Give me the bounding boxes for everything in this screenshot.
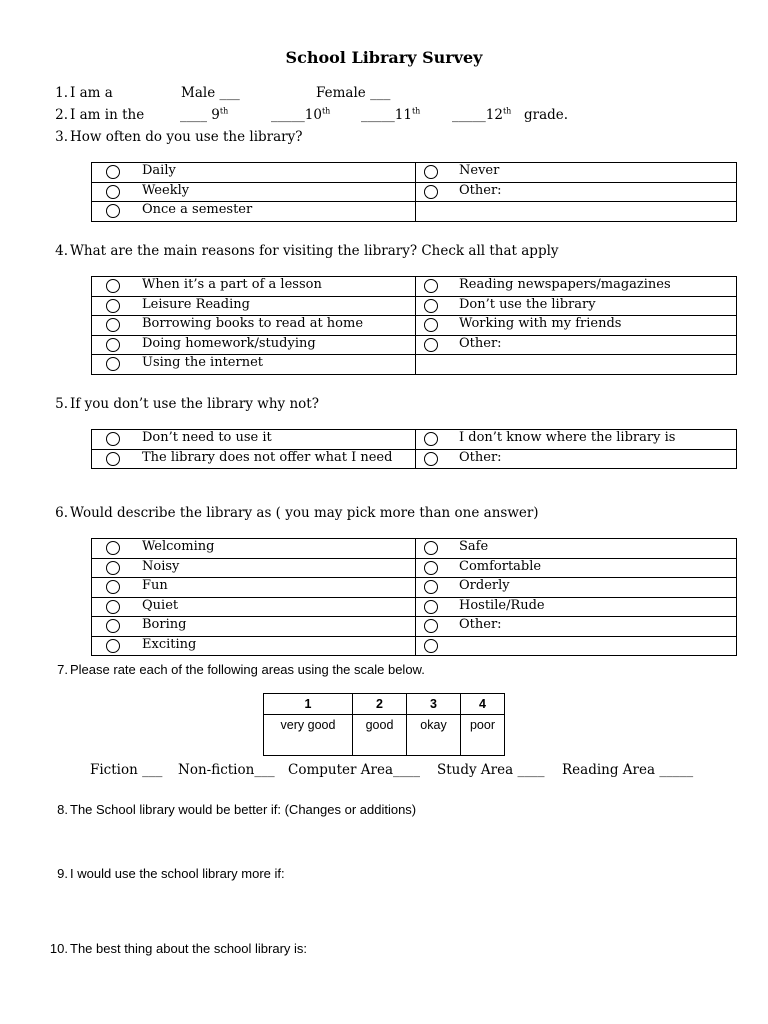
question-text: If you don’t use the library why not? [70,396,319,412]
radio-button[interactable] [106,432,120,446]
option-does-not-offer[interactable]: The library does not offer what I need [92,449,416,469]
area-study-blank[interactable]: Study Area ____ [437,762,545,778]
scale-label: poor [461,715,505,756]
table-row [92,335,737,355]
option-orderly[interactable]: Orderly [416,578,737,598]
question-7 [48,662,668,680]
area-fiction-blank[interactable]: Fiction ___ [90,762,163,778]
scale-label: very good [264,715,353,756]
option-internet[interactable]: Using the internet [92,355,416,375]
table-row [92,449,737,469]
question-number: 9. [57,866,68,881]
table-row [92,539,737,559]
radio-button[interactable] [424,299,438,313]
radio-button[interactable] [424,432,438,446]
radio-button[interactable] [424,185,438,199]
option-borrowing-books[interactable]: Borrowing books to read at home [92,316,416,336]
question-number: 5. [55,396,68,412]
table-row [92,316,737,336]
radio-button[interactable] [424,338,438,352]
female-blank[interactable]: Female ___ [316,85,391,101]
radio-button[interactable] [106,639,120,653]
options-table-q6 [91,538,737,656]
table-row [92,558,737,578]
option-noisy[interactable]: Noisy [92,558,416,578]
grade-11-blank[interactable]: _____11th [361,106,421,123]
question-5 [48,396,648,414]
question-number: 3. [55,129,68,145]
scale-label: okay [407,715,461,756]
empty-cell [416,202,737,222]
question-text: Would describe the library as ( you may pick more than one answer) [70,505,539,521]
scale-number: 4 [461,694,505,715]
option-exciting[interactable]: Exciting [92,636,416,656]
option-leisure-reading[interactable]: Leisure Reading [92,296,416,316]
question-6 [48,505,668,523]
question-2 [48,107,608,125]
question-text: I am in the [70,107,145,123]
radio-button[interactable] [424,165,438,179]
table-row [92,163,737,183]
option-working-friends[interactable]: Working with my friends [416,316,737,336]
table-row [92,578,737,598]
option-other[interactable]: Other: [416,335,737,355]
radio-button[interactable] [424,619,438,633]
radio-button[interactable] [106,165,120,179]
option-blank[interactable] [416,636,737,656]
table-row [92,182,737,202]
radio-button[interactable] [106,204,120,218]
option-safe[interactable]: Safe [416,539,737,559]
question-8 [48,802,668,820]
radio-button[interactable] [424,639,438,653]
option-fun[interactable]: Fun [92,578,416,598]
table-row [92,430,737,450]
rating-areas [0,762,768,780]
table-row [92,597,737,617]
option-once-a-semester[interactable]: Once a semester [92,202,416,222]
radio-button[interactable] [106,185,120,199]
scale-label: good [353,715,407,756]
question-text: Please rate each of the following areas using the scale below. [70,662,425,677]
question-number: 10. [49,941,68,956]
option-quiet[interactable]: Quiet [92,597,416,617]
option-dont-know-where[interactable]: I don’t know where the library is [416,430,737,450]
option-dont-need[interactable]: Don’t need to use it [92,430,416,450]
question-1 [48,85,548,103]
table-row [92,202,737,222]
question-number: 2. [55,107,68,123]
radio-button[interactable] [424,541,438,555]
grade-12-blank[interactable]: _____12th [452,106,512,123]
radio-button[interactable] [106,619,120,633]
option-comfortable[interactable]: Comfortable [416,558,737,578]
radio-button[interactable] [106,279,120,293]
radio-button[interactable] [424,600,438,614]
question-number: 8. [57,802,68,817]
option-other[interactable]: Other: [416,617,737,637]
table-row [92,617,737,637]
options-table-q3 [91,162,737,222]
option-hostile-rude[interactable]: Hostile/Rude [416,597,737,617]
grade-suffix: grade. [524,107,569,123]
question-text: How often do you use the library? [70,129,303,145]
radio-button[interactable] [106,541,120,555]
table-row [92,355,737,375]
radio-button[interactable] [106,452,120,466]
radio-button[interactable] [106,580,120,594]
radio-button[interactable] [106,600,120,614]
option-newspapers[interactable]: Reading newspapers/magazines [416,277,737,297]
question-number: 1. [55,85,68,101]
table-row [92,296,737,316]
radio-button[interactable] [424,580,438,594]
radio-button[interactable] [106,561,120,575]
table-row [264,694,505,715]
table-row [92,277,737,297]
empty-cell [416,355,737,375]
question-text: The best thing about the school library is: [70,941,308,956]
question-text: What are the main reasons for visiting the library? Check all that apply [70,243,559,259]
question-number: 7. [57,662,68,677]
radio-button[interactable] [424,279,438,293]
question-3 [48,129,648,147]
table-row [92,636,737,656]
option-homework[interactable]: Doing homework/studying [92,335,416,355]
option-other[interactable]: Other: [416,449,737,469]
radio-button[interactable] [106,357,120,371]
option-welcoming[interactable]: Welcoming [92,539,416,559]
option-never[interactable]: Never [416,163,737,183]
question-9 [48,866,668,884]
option-daily[interactable]: Daily [92,163,416,183]
radio-button[interactable] [106,318,120,332]
question-10 [48,941,668,959]
radio-button[interactable] [106,338,120,352]
area-reading-blank[interactable]: Reading Area _____ [562,762,694,778]
question-number: 4. [55,243,68,259]
question-text: I would use the school library more if: [70,866,285,881]
radio-button[interactable] [106,299,120,313]
area-nonfiction-blank[interactable]: Non-fiction___ [178,762,275,778]
male-blank[interactable]: Male ___ [181,85,240,101]
question-number: 6. [55,505,68,521]
radio-button[interactable] [424,318,438,332]
radio-button[interactable] [424,561,438,575]
option-boring[interactable]: Boring [92,617,416,637]
page-title: School Library Survey [285,48,483,67]
area-computer-blank[interactable]: Computer Area____ [288,762,420,778]
option-weekly[interactable]: Weekly [92,182,416,202]
grade-10-blank[interactable]: _____10th [271,106,331,123]
option-lesson[interactable]: When it’s a part of a lesson [92,277,416,297]
question-4 [48,243,668,261]
question-text: I am a [70,85,113,101]
option-dont-use[interactable]: Don’t use the library [416,296,737,316]
option-other[interactable]: Other: [416,182,737,202]
scale-number: 2 [353,694,407,715]
options-table-q4 [91,276,737,375]
radio-button[interactable] [424,452,438,466]
table-row [264,715,505,756]
question-text: The School library would be better if: (Changes or additions) [70,802,417,817]
scale-number: 3 [407,694,461,715]
rating-scale-table [263,693,505,756]
grade-9-blank[interactable]: ____ 9th [180,106,229,123]
options-table-q5 [91,429,737,469]
scale-number: 1 [264,694,353,715]
